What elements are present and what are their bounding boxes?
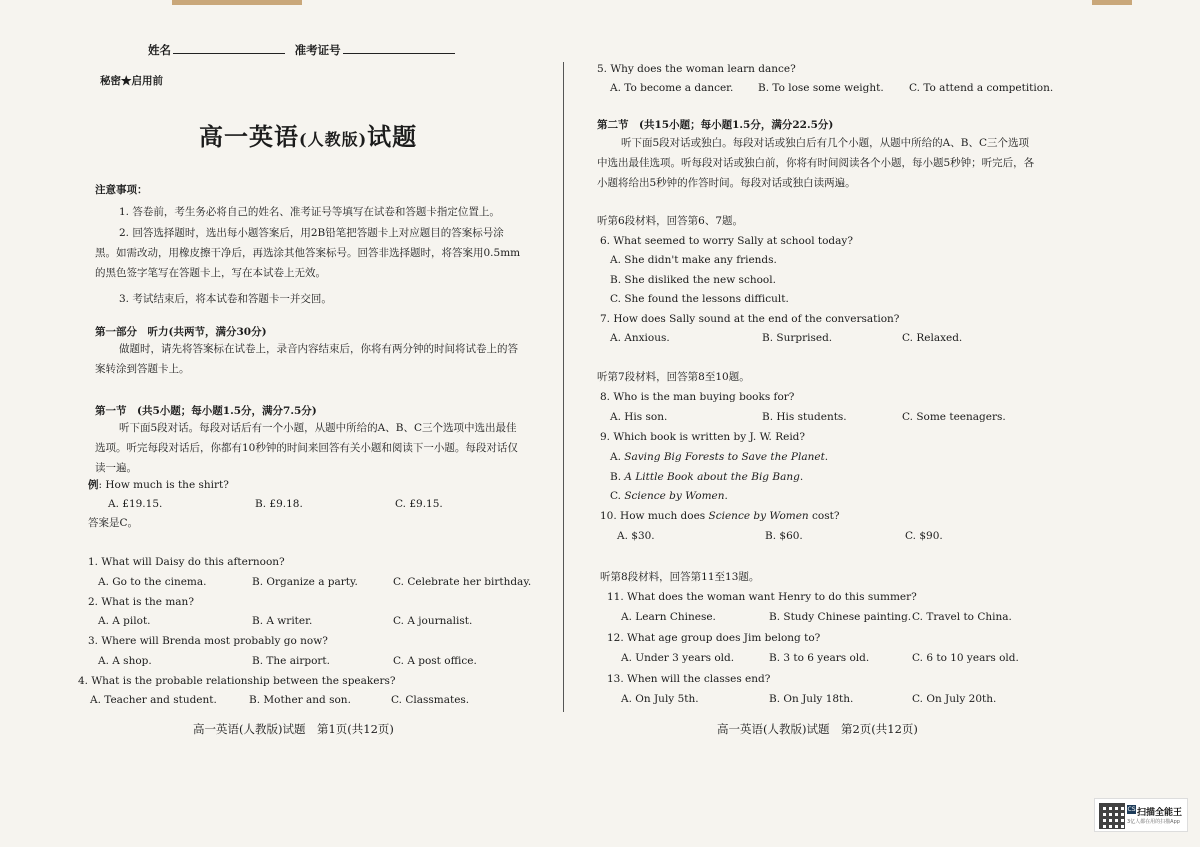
q7-option-b: B. Surprised. <box>762 332 833 344</box>
question-9: 9. Which book is written by J. W. Reid? <box>600 431 806 443</box>
q12-option-c: C. 6 to 10 years old. <box>912 652 1019 664</box>
book-title: A Little Book about the Big Bang <box>624 471 800 483</box>
q3-option-a: A. A shop. <box>98 655 152 667</box>
book-title: Saving Big Forests to Save the Planet <box>624 451 825 463</box>
q5-option-c: C. To attend a competition. <box>909 82 1054 94</box>
question-1: 1. What will Daisy do this afternoon? <box>88 556 285 568</box>
note-3: 3. 考试结束后，将本试卷和答题卡一并交回。 <box>119 293 332 305</box>
q8-option-b: B. His students. <box>762 411 847 423</box>
q6-option-a: A. She didn't make any friends. <box>610 254 777 266</box>
q10-option-c: C. $90. <box>905 530 943 542</box>
q11-option-a: A. Learn Chinese. <box>621 611 716 623</box>
q5-option-b: B. To lose some weight. <box>758 82 884 94</box>
camscanner-logo-icon: CS <box>1127 806 1136 813</box>
page-divider <box>563 62 564 712</box>
scanner-tagline: 3亿人都在用的扫描App <box>1127 819 1180 825</box>
example-question <box>88 478 229 492</box>
example-label: 例 <box>88 479 99 491</box>
q2-option-a: A. A pilot. <box>98 615 151 627</box>
question-2: 2. What is the man? <box>88 596 194 608</box>
question-13: 13. When will the classes end? <box>607 673 771 685</box>
q9-option-a: A. Saving Big Forests to Save the Planet. <box>610 451 829 463</box>
qr-code-icon <box>1099 803 1125 829</box>
question-12: 12. What age group does Jim belong to? <box>607 632 821 644</box>
question-8: 8. Who is the man buying books for? <box>600 391 795 403</box>
q4-option-a: A. Teacher and student. <box>90 694 217 706</box>
scan-edge-mark <box>1092 0 1132 5</box>
q1-option-b: B. Organize a party. <box>252 576 358 588</box>
question-6: 6. What seemed to worry Sally at school today? <box>600 235 853 247</box>
note-2: 2. 回答选择题时，选出每小题答案后，用2B铅笔把答题卡上对应题目的答案标号涂黑。如需改动，用橡皮擦干净后，再选涂其他答案标号。回答非选择题时，将答案用0.5mm的黑色签字笔写在答题卡上，写在本试卷上无效。 <box>95 227 521 279</box>
q10-option-b: B. $60. <box>765 530 803 542</box>
question-7: 7. How does Sally sound at the end of the conversation? <box>600 313 900 325</box>
scanner-watermark <box>1094 798 1188 832</box>
q13-option-b: B. On July 18th. <box>769 693 854 705</box>
section2-instructions: 听下面5段对话或独白。每段对话或独白后有几个小题，从题中所给的A、B、C三个选项中选出最佳选项。听每段对话或独白前，你将有时间阅读各个小题，每小题5秒钟；听完后，各小题将给出5秒钟的作答时间。每段对话或独白读两遍。 <box>597 137 1035 189</box>
scanner-brand: 扫描全能王 <box>1137 808 1183 818</box>
q1-option-c: C. Celebrate her birthday. <box>393 576 532 588</box>
title-edition: (人教版) <box>299 130 368 149</box>
material-6-heading: 听第6段材料，回答第6、7题。 <box>597 215 744 227</box>
page-title <box>199 117 417 152</box>
q2-option-b: B. A writer. <box>252 615 313 627</box>
example-option-b: B. £9.18. <box>255 498 303 510</box>
q7-option-c: C. Relaxed. <box>902 332 963 344</box>
q13-option-c: C. On July 20th. <box>912 693 997 705</box>
part1-heading: 第一部分 听力(共两节，满分30分) <box>95 326 267 338</box>
q6-option-c: C. She found the lessons difficult. <box>610 293 789 305</box>
name-label: 姓名 <box>148 43 171 57</box>
material-7-heading: 听第7段材料，回答第8至10题。 <box>597 371 750 383</box>
q10-option-a: A. $30. <box>617 530 655 542</box>
secret-label: 秘密★启用前 <box>100 75 163 87</box>
example-option-a: A. £19.15. <box>108 498 163 510</box>
q8-option-a: A. His son. <box>610 411 668 423</box>
note-1: 1. 答卷前，考生务必将自己的姓名、准考证号等填写在试卷和答题卡指定位置上。 <box>119 206 500 218</box>
q4-option-c: C. Classmates. <box>391 694 470 706</box>
q2-option-c: C. A journalist. <box>393 615 473 627</box>
question-10: 10. How much does Science by Women cost? <box>600 510 840 522</box>
name-row <box>148 43 461 57</box>
q4-option-b: B. Mother and son. <box>249 694 351 706</box>
book-title: Science by Women <box>708 510 809 522</box>
question-11: 11. What does the woman want Henry to do this summer? <box>607 591 917 603</box>
q1-option-a: A. Go to the cinema. <box>98 576 207 588</box>
title-part: 高一英语 <box>199 122 299 151</box>
q11-option-b: B. Study Chinese painting. <box>769 611 912 623</box>
exam-no-label: 准考证号 <box>294 43 341 57</box>
page-footer: 高一英语(人教版)试题 第2页(共12页) <box>717 722 918 736</box>
q12-option-b: B. 3 to 6 years old. <box>769 652 870 664</box>
exam-no-line <box>343 43 455 54</box>
section1-heading: 第一节 (共5小题；每小题1.5分，满分7.5分) <box>95 405 317 417</box>
notes-heading: 注意事项： <box>95 184 148 196</box>
section1-instructions: 听下面5段对话。每段对话后有一个小题，从题中所给的A、B、C三个选项中选出最佳选项。听完每段对话后，你都有10秒钟的时间来回答有关小题和阅读下一小题。每段对话仅读一遍。 <box>95 422 518 474</box>
title-part: 试题 <box>367 122 418 151</box>
question-5: 5. Why does the woman learn dance? <box>597 63 796 75</box>
q6-option-b: B. She disliked the new school. <box>610 274 776 286</box>
q9-option-c: C. Science by Women. <box>610 490 728 502</box>
material-8-heading: 听第8段材料，回答第11至13题。 <box>600 571 760 583</box>
q3-option-b: B. The airport. <box>252 655 330 667</box>
question-3: 3. Where will Brenda most probably go now? <box>88 635 328 647</box>
q9-option-b: B. A Little Book about the Big Bang. <box>610 471 804 483</box>
q8-option-c: C. Some teenagers. <box>902 411 1006 423</box>
example-option-c: C. £9.15. <box>395 498 443 510</box>
example-text: : How much is the shirt? <box>98 479 229 491</box>
example-answer: 答案是C。 <box>88 517 139 529</box>
q5-option-a: A. To become a dancer. <box>610 82 734 94</box>
q7-option-a: A. Anxious. <box>610 332 670 344</box>
question-4: 4. What is the probable relationship between the speakers? <box>78 675 396 687</box>
page-footer: 高一英语(人教版)试题 第1页(共12页) <box>193 722 394 736</box>
section2-heading: 第二节 (共15小题；每小题1.5分，满分22.5分) <box>597 119 834 131</box>
scan-edge-mark <box>172 0 302 5</box>
q13-option-a: A. On July 5th. <box>621 693 699 705</box>
q11-option-c: C. Travel to China. <box>912 611 1012 623</box>
name-line <box>173 43 285 54</box>
q12-option-a: A. Under 3 years old. <box>621 652 735 664</box>
q3-option-c: C. A post office. <box>393 655 477 667</box>
part1-instructions: 做题时，请先将答案标在试卷上，录音内容结束后，你将有两分钟的时间将试卷上的答案转涂到答题卡上。 <box>95 343 518 375</box>
book-title: Science by Women <box>624 490 725 502</box>
